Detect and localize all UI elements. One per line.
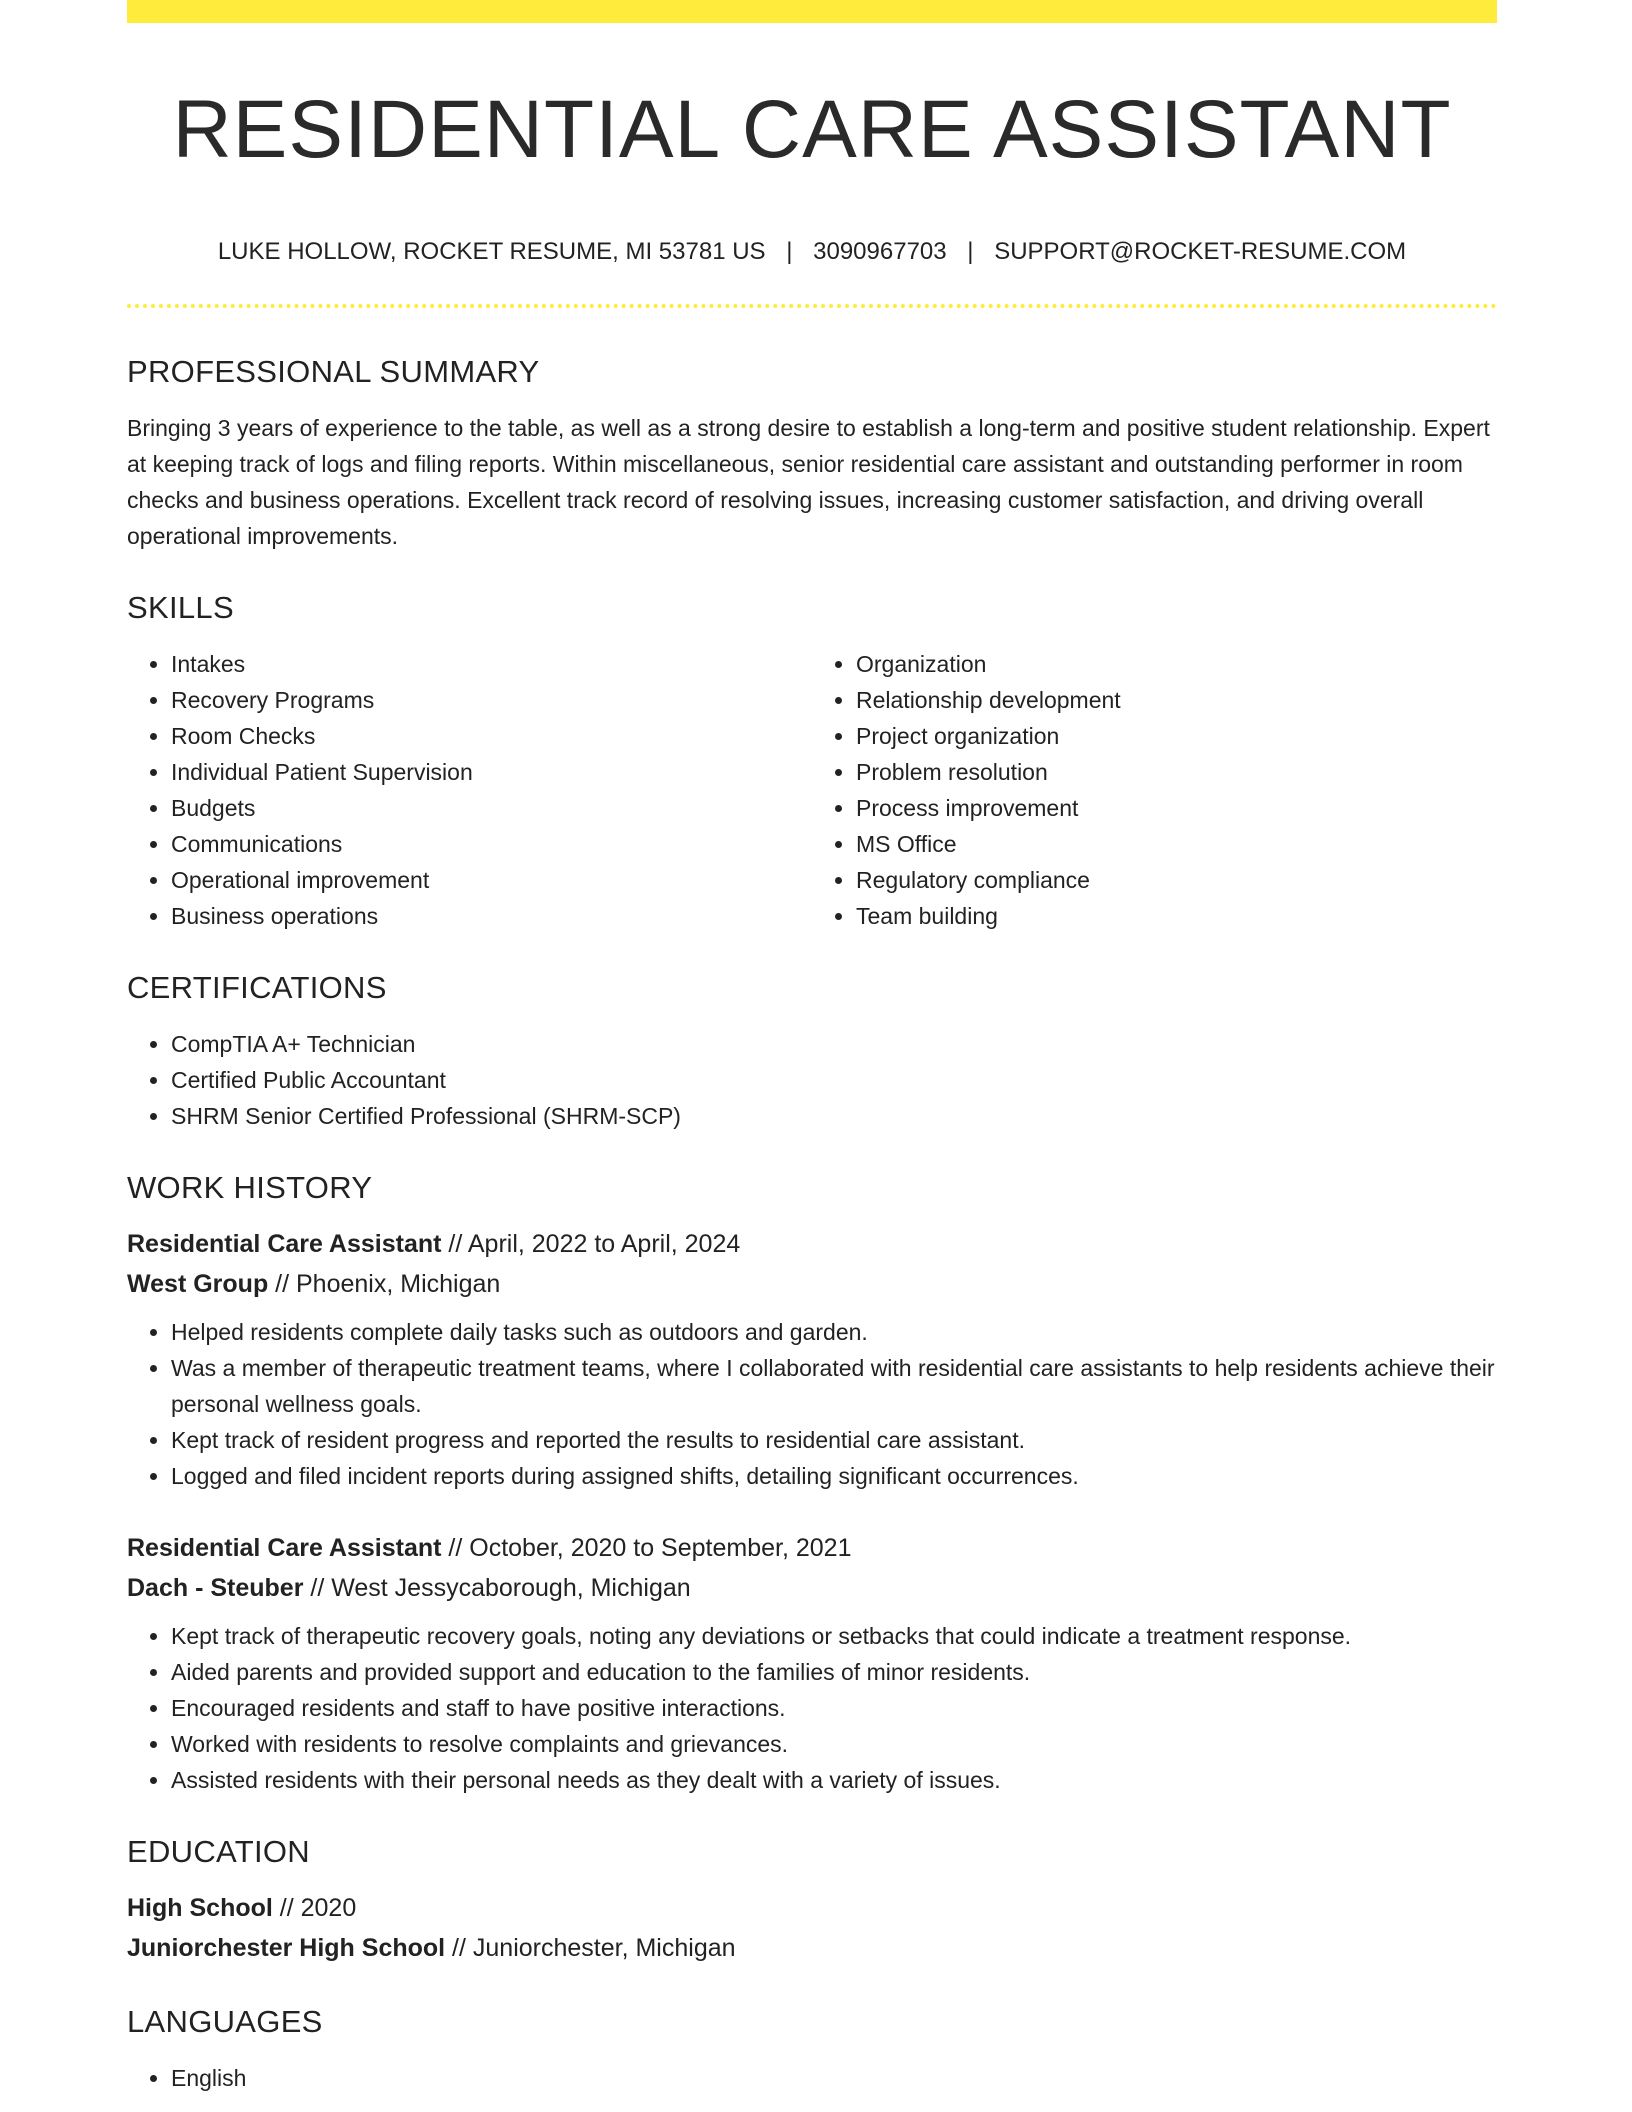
job-bullet: • Helped residents complete daily tasks such as outdoors and garden. — [171, 1314, 1497, 1350]
education-entry — [127, 1888, 1497, 1968]
job-bullet: • Kept track of therapeutic recovery goals, noting any deviations or setbacks that could indicate a treatment response. — [171, 1618, 1497, 1654]
certifications-heading: CERTIFICATIONS — [127, 970, 387, 1005]
summary-section — [127, 352, 1497, 554]
skills-heading: SKILLS — [127, 590, 234, 625]
job-dates: // April, 2022 to April, 2024 — [441, 1230, 741, 1258]
job-location: // Phoenix, Michigan — [268, 1270, 501, 1298]
education-degree: High School — [127, 1894, 273, 1922]
job-dates: // October, 2020 to September, 2021 — [441, 1534, 852, 1562]
job-bullet: • Kept track of resident progress and reported the results to residential care assistant. — [171, 1422, 1497, 1458]
skill-item: • Recovery Programs — [171, 682, 812, 718]
job-bullet: • Was a member of therapeutic treatment teams, where I collaborated with residential care assistants to help residents achieve their personal wellness goals. — [171, 1350, 1497, 1422]
education-school: Juniorchester High School — [127, 1934, 446, 1962]
contact-separator: | — [786, 238, 793, 265]
languages-list — [127, 2060, 1497, 2096]
certifications-list — [127, 1026, 1497, 1134]
job-bullets — [127, 1314, 1497, 1494]
job-bullets — [127, 1618, 1497, 1798]
skill-item: • Budgets — [171, 790, 812, 826]
skill-item: • Operational improvement — [171, 862, 812, 898]
education-heading: EDUCATION — [127, 1834, 310, 1869]
skill-item: • Communications — [171, 826, 812, 862]
skill-item: • Team building — [856, 898, 1497, 934]
summary-text: Bringing 3 years of experience to the table, as well as a strong desire to establish a long-term and positive student relationship. Expert at keeping track of logs and filing reports. Within miscellaneous, senior residential care assistant and outstanding performer in room checks and business operations. Excellent track record of resolving issues, increasing customer satisfaction, and driving overall operational improvements. — [127, 415, 1490, 549]
skill-item: • Organization — [856, 646, 1497, 682]
skills-section — [127, 588, 1497, 934]
skills-columns — [127, 646, 1497, 934]
certification-item: • CompTIA A+ Technician — [171, 1026, 1497, 1062]
skill-item: • Problem resolution — [856, 754, 1497, 790]
skill-item: • Regulatory compliance — [856, 862, 1497, 898]
job-title: Residential Care Assistant — [127, 1534, 442, 1562]
education-year: // 2020 — [272, 1894, 357, 1922]
education-location: // Juniorchester, Michigan — [445, 1934, 736, 1962]
skill-item: • Relationship development — [856, 682, 1497, 718]
job-bullet: • Encouraged residents and staff to have positive interactions. — [171, 1690, 1497, 1726]
job-company: Dach - Steuber — [127, 1574, 304, 1602]
accent-top-bar — [127, 0, 1497, 23]
work-history-heading: WORK HISTORY — [127, 1170, 373, 1205]
contact-separator: | — [967, 238, 974, 265]
skill-item: • Business operations — [171, 898, 812, 934]
certification-item: • Certified Public Accountant — [171, 1062, 1497, 1098]
job-company-line — [127, 1264, 1497, 1304]
skills-list-left — [127, 646, 812, 934]
job-bullet: • Assisted residents with their personal needs as they dealt with a variety of issues. — [171, 1762, 1497, 1798]
dotted-divider — [127, 304, 1497, 308]
skill-item: • MS Office — [856, 826, 1497, 862]
resume-content — [127, 352, 1497, 2096]
languages-section — [127, 2002, 1497, 2096]
skill-item: • Project organization — [856, 718, 1497, 754]
job-bullet: • Worked with residents to resolve complaints and grievances. — [171, 1726, 1497, 1762]
contact-address: LUKE HOLLOW, ROCKET RESUME, MI 53781 US — [217, 238, 766, 265]
job-company: West Group — [127, 1270, 269, 1298]
contact-phone: 3090967703 — [813, 238, 947, 265]
summary-heading: PROFESSIONAL SUMMARY — [127, 354, 540, 389]
skill-item: • Process improvement — [856, 790, 1497, 826]
job-location: // West Jessycaborough, Michigan — [303, 1574, 691, 1602]
language-item: • English — [171, 2060, 1497, 2096]
job-bullet: • Aided parents and provided support and education to the families of minor residents. — [171, 1654, 1497, 1690]
job-title-line — [127, 1224, 1497, 1264]
job-bullet: • Logged and filed incident reports during assigned shifts, detailing significant occurrences. — [171, 1458, 1497, 1494]
job-title: Residential Care Assistant — [127, 1230, 442, 1258]
education-degree-line — [127, 1888, 1497, 1928]
skills-list-right — [812, 646, 1497, 934]
contact-email: SUPPORT@ROCKET-RESUME.COM — [994, 238, 1407, 265]
skill-item: • Room Checks — [171, 718, 812, 754]
skill-item: • Individual Patient Supervision — [171, 754, 812, 790]
skill-item: • Intakes — [171, 646, 812, 682]
job-company-line — [127, 1568, 1497, 1608]
job-title-line — [127, 1528, 1497, 1568]
certifications-section — [127, 968, 1497, 1134]
job-entry — [127, 1224, 1497, 1494]
work-history-section — [127, 1168, 1497, 1798]
languages-heading: LANGUAGES — [127, 2004, 323, 2039]
education-school-line — [127, 1928, 1497, 1968]
education-section — [127, 1832, 1497, 1968]
resume-title: RESIDENTIAL CARE ASSISTANT — [172, 84, 1452, 175]
certification-item: • SHRM Senior Certified Professional (SHRM-SCP) — [171, 1098, 1497, 1134]
job-entry — [127, 1528, 1497, 1798]
contact-line — [127, 236, 1497, 268]
